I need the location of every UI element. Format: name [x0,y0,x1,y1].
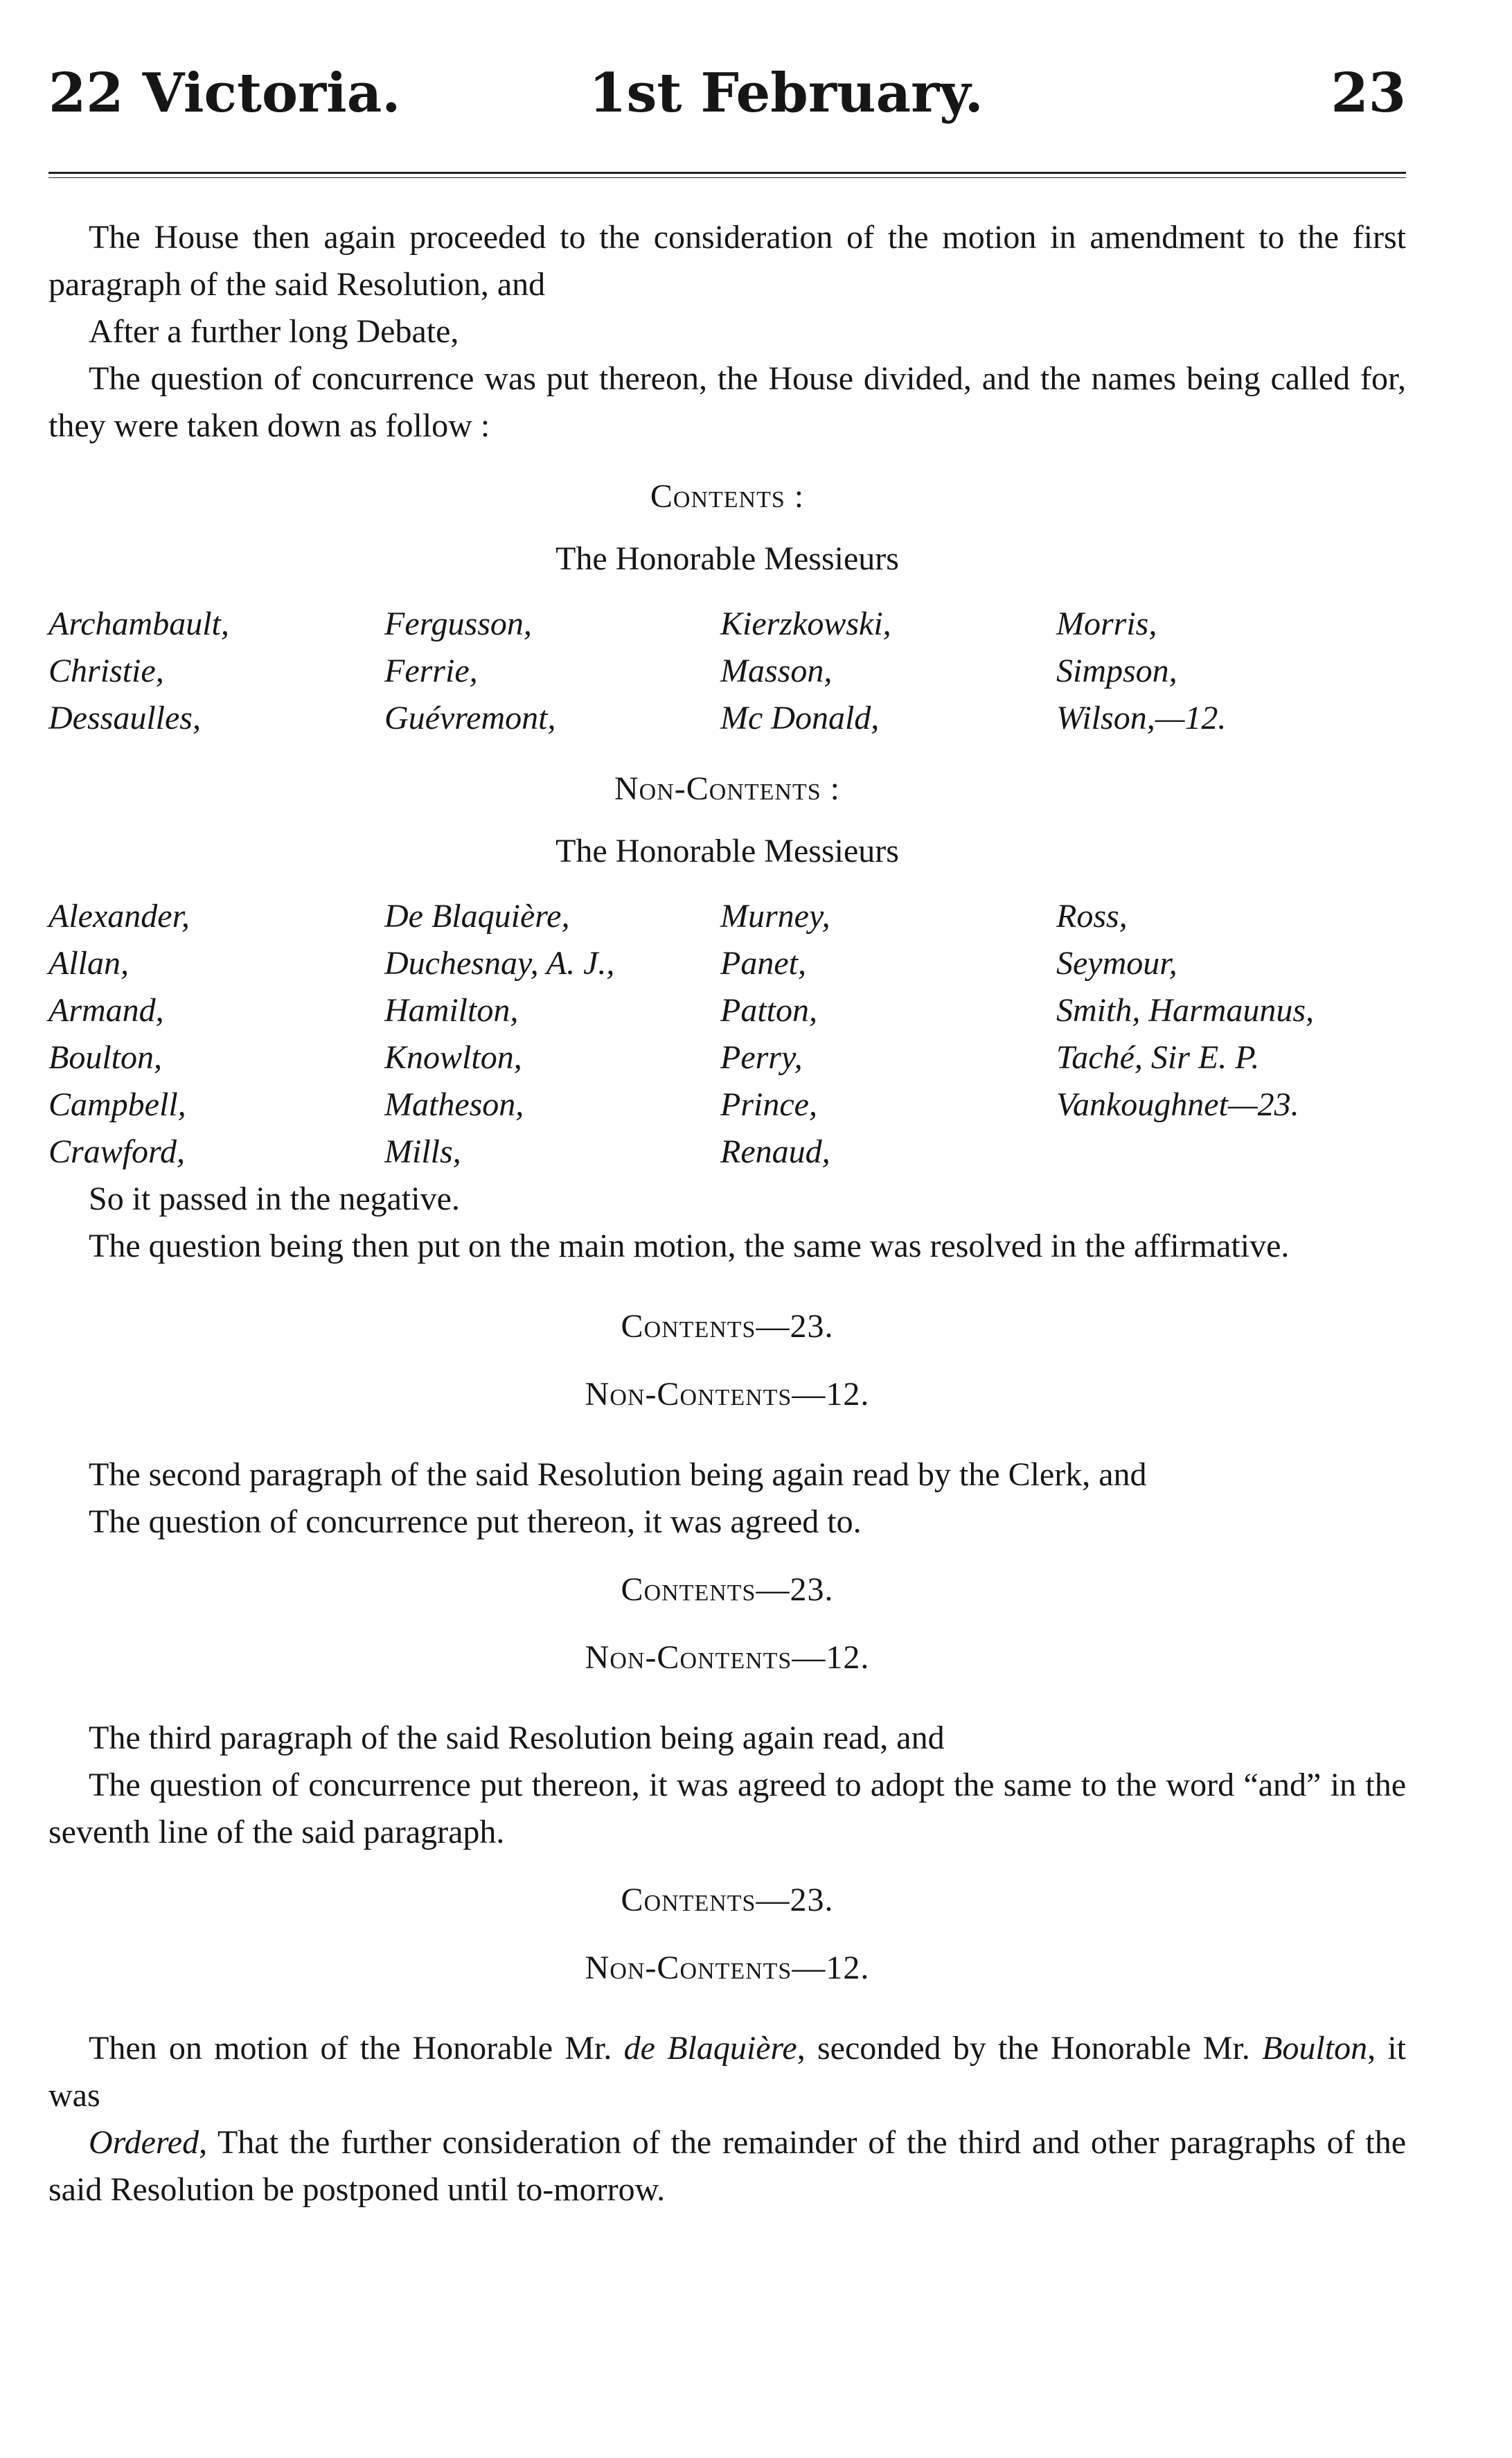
motion-text-post: , it was [48,2030,1407,2114]
member-name: Morris, [1056,605,1157,642]
member-name: Patton, [720,992,817,1029]
vote-contents-1: Contents—23. [621,1308,834,1345]
member-name: Mc Donald, [720,700,880,736]
member-name: Archambault, [48,605,229,642]
member-name: Kierzkowski, [720,605,891,642]
motion-text-mid: , seconded by the Honorable Mr. [797,2030,1263,2067]
member-name: Campbell, [48,1086,186,1123]
member-name: Taché, Sir E. P. [1056,1039,1260,1076]
ordered-word: Ordered [89,2124,199,2161]
contents-heading: Contents : [650,478,805,515]
member-name: Mills, [384,1133,461,1170]
member-name: Smith, Harmaunus, [1056,992,1315,1029]
member-name: Dessaulles, [48,700,201,736]
vote-non-contents-1: Non-Contents—12. [585,1376,870,1413]
member-name: Masson, [720,653,833,689]
ordered-text: , That the further consideration of the remainder of the third and other paragraphs of the said Resolution be postponed until to-morrow. [48,2124,1406,2208]
member-name: Crawford, [48,1133,185,1170]
member-name: Fergusson, [384,605,532,642]
member-name: Perry, [720,1039,803,1076]
paragraph-main-motion: The question being then put on the main motion, the same was resolved in the affirmative. [89,1228,1290,1264]
member-name: Ferrie, [384,653,478,689]
member-name: Duchesnay, A. J., [384,945,615,982]
motion-text-pre: Then on motion of the Honorable Mr. [89,2030,624,2067]
page-body [48,214,1406,2213]
header-reign: 22 Victoria. [48,62,401,125]
vote-non-contents-2: Non-Contents—12. [585,1639,870,1676]
member-name [1056,1129,1406,1176]
vote-contents-3: Contents—23. [621,1882,834,1918]
seconder-name: Boulton [1262,2030,1368,2067]
member-name: Christie, [48,653,164,689]
non-contents-names-list [48,893,1406,1176]
member-name: De Blaquière, [384,898,570,935]
header-rule [48,172,1406,178]
contents-names-list [48,601,1406,742]
member-name: Wilson,—12. [1056,700,1227,736]
member-name: Simpson, [1056,653,1177,689]
page-number: 23 [1331,62,1406,125]
member-name: Armand, [48,992,164,1029]
page-header [48,55,1406,132]
member-name: Knowlton, [384,1039,522,1076]
honorable-messieurs-1: The Honorable Messieurs [555,540,899,577]
paragraph-second-concur: The question of concurrence put thereon, it was agreed to. [89,1503,862,1540]
paragraph-second-read: The second paragraph of the said Resolution being again read by the Clerk, and [89,1456,1147,1493]
non-contents-heading: Non-Contents : [614,770,840,807]
vote-contents-2: Contents—23. [621,1571,834,1608]
member-name: Alexander, [48,898,190,935]
member-name: Seymour, [1056,945,1177,982]
paragraph-third-read: The third paragraph of the said Resolution being again read, and [89,1719,945,1756]
member-name: Matheson, [384,1086,524,1123]
member-name: Hamilton, [384,992,519,1029]
vote-non-contents-3: Non-Contents—12. [585,1949,870,1986]
header-date: 1st February. [589,62,984,125]
member-name: Murney, [720,898,830,935]
paragraph-third-concur: The question of concurrence put thereon, it was agreed to adopt the same to the word “and” in the seventh line of the said paragraph. [48,1767,1406,1850]
paragraph-ordered [48,2119,1406,2213]
member-name: Prince, [720,1086,817,1123]
member-name: Guévremont, [384,700,556,736]
member-name: Boulton, [48,1039,162,1076]
paragraph-motion-amendment: The House then again proceeded to the consideration of the motion in amendment to the first paragraph of the said Resolution, and [48,219,1406,303]
journal-page [48,55,1406,2411]
member-name: Ross, [1056,898,1128,935]
member-name: Vankoughnet—23. [1056,1086,1299,1123]
honorable-messieurs-2: The Honorable Messieurs [555,833,899,869]
mover-name: de Blaquière [623,2030,797,2067]
paragraph-negative: So it passed in the negative. [89,1181,460,1217]
paragraph-motion [48,2025,1406,2119]
paragraph-debate: After a further long Debate, [89,313,459,350]
member-name: Allan, [48,945,129,982]
paragraph-division: The question of concurrence was put thereon, the House divided, and the names being called for, they were taken down as follow : [48,360,1406,444]
member-name: Panet, [720,945,806,982]
member-name: Renaud, [720,1133,830,1170]
